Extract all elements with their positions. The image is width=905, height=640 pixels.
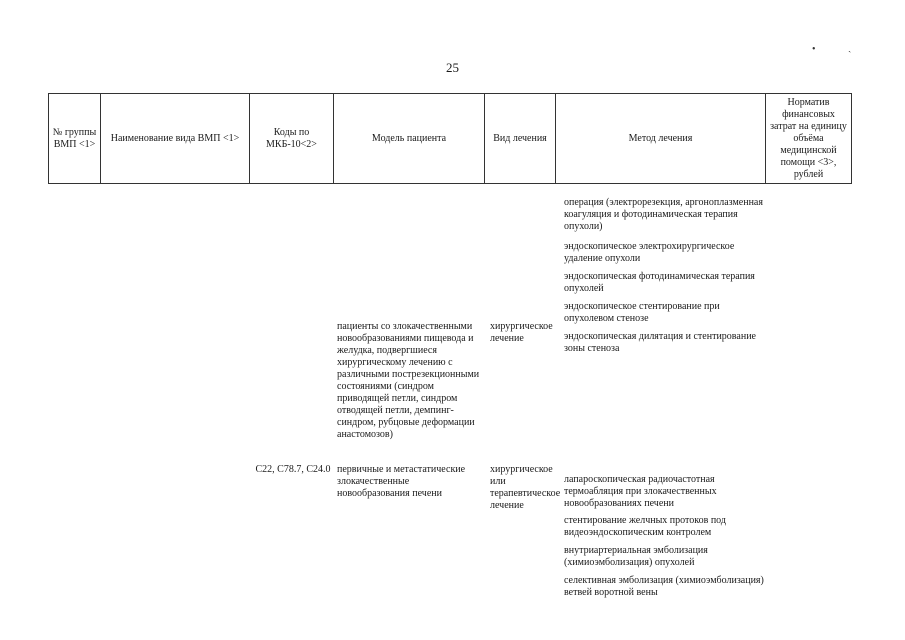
treatment-method-text: стентирование желчных протоков под видеоэндоскопическим контролем <box>564 515 726 538</box>
treatment-method-text: внутриартериальная эмболизация (химиоэмболизация) опухолей <box>564 545 708 568</box>
header-financial-norm: Норматив финансовых затрат на единицу объёма медицинской помощи <3>, рублей <box>766 94 852 184</box>
scan-dot-mark: • <box>812 44 816 55</box>
patient-model-text: пациенты со злокачественными новообразованиями пищевода и желудка, подвергшиеся хирургическому лечению с различными пострезекционными состояниями (синдром приводящей петли, синдром отводящей петли, демпинг-синдром, рубцовые деформации анастомозов) <box>337 321 480 440</box>
treatment-method-text: лапароскопическая радиочастотная термоабляция при злокачественных новообразованиях печени <box>564 474 717 509</box>
treatment-method-text: эндоскопическое электрохирургическое удаление опухоли <box>564 241 735 264</box>
treatment-method-text: эндоскопическая фотодинамическая терапия опухолей <box>564 271 755 294</box>
header-vmp-name: Наименование вида ВМП <1> <box>101 94 250 184</box>
treatment-method-text: эндоскопическое стентирование при опухолевом стенозе <box>564 301 720 324</box>
header-group-number: № группы ВМП <1> <box>49 94 101 184</box>
icd-codes-text: C22, C78.7, C24.0 <box>255 464 331 475</box>
treatment-type-text: хирургическое лечение <box>490 321 553 344</box>
treatment-method-text: селективная эмболизация (химиоэмболизация) ветвей воротной вены <box>564 575 764 598</box>
treatment-method-text: эндоскопическая дилятация и стентирование зоны стеноза <box>564 331 756 354</box>
treatment-type-text: хирургическое или терапевтическое лечение <box>490 464 561 511</box>
table-header <box>48 93 852 184</box>
header-patient-model: Модель пациента <box>334 94 485 184</box>
header-treatment-method: Метод лечения <box>556 94 766 184</box>
header-treatment-type: Вид лечения <box>485 94 556 184</box>
patient-model-text: первичные и метастатические злокачественные новообразования печени <box>337 464 466 499</box>
treatment-method-text: операция (электрорезекция, аргоноплазменная коагуляция и фотодинамическая терапия опухоли) <box>564 197 763 232</box>
scan-tick-mark: ˎ <box>848 42 852 53</box>
header-icd-codes: Коды по МКБ-10<2> <box>250 94 334 184</box>
page-number: 25 <box>446 60 459 75</box>
